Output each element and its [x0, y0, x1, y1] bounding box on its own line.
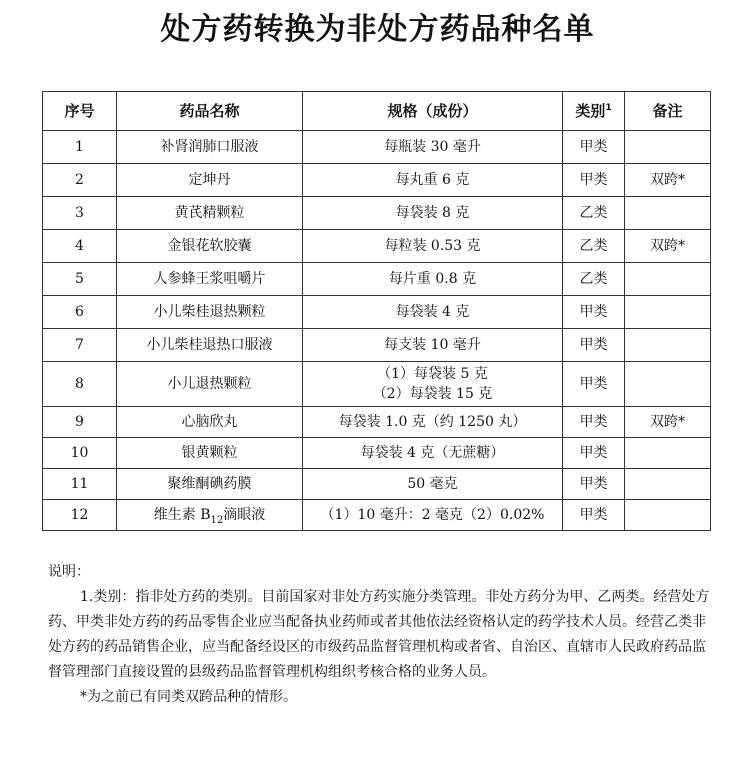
header-no: 序号 [43, 92, 117, 131]
drug-list-table [42, 91, 711, 531]
cell-spec [303, 362, 563, 407]
cell-category: 甲类 [563, 296, 625, 329]
notes-heading: 说明： [48, 564, 90, 580]
table-row [43, 438, 711, 469]
cell-category: 乙类 [563, 263, 625, 296]
cell-remark [625, 263, 711, 296]
cell-no: 2 [43, 164, 117, 197]
notes-paragraph-footnote: *为之前已有同类双跨品种的情形。 [80, 689, 297, 705]
header-category [563, 92, 625, 131]
cell-no: 3 [43, 197, 117, 230]
page-title: 处方药转换为非处方药品种名单 [160, 12, 595, 47]
table-row [43, 329, 711, 362]
cell-spec: 每瓶装 30 毫升 [303, 131, 563, 164]
cell-no: 11 [43, 469, 117, 500]
table-row [43, 230, 711, 263]
cell-no: 10 [43, 438, 117, 469]
cell-name-prefix: 维生素 B [153, 507, 211, 523]
cell-remark: 双跨* [625, 164, 711, 197]
cell-spec: 每支装 10 毫升 [303, 329, 563, 362]
cell-name: 定坤丹 [117, 164, 303, 197]
table-row [43, 362, 711, 407]
header-remark: 备注 [625, 92, 711, 131]
cell-spec-line: （1）每袋装 5 克 [377, 366, 488, 382]
table-row [43, 296, 711, 329]
cell-spec: 每袋装 1.0 克（约 1250 丸） [303, 407, 563, 438]
cell-remark [625, 438, 711, 469]
cell-category: 甲类 [563, 362, 625, 407]
cell-remark [625, 469, 711, 500]
cell-spec: 50 毫克 [303, 469, 563, 500]
cell-no: 8 [43, 362, 117, 407]
cell-name: 聚维酮碘药膜 [117, 469, 303, 500]
cell-name-suffix: 滴眼液 [223, 507, 266, 523]
cell-category: 甲类 [563, 438, 625, 469]
table-row [43, 164, 711, 197]
notes-paragraph-category: 1.类别：指非处方药的类别。目前国家对非处方药实施分类管理。非处方药分为甲、乙两类。经营处方药、甲类非处方药的药品零售企业应当配备执业药师或者其他依法经资格认定的药学技术人员。经营乙类非处方药的药品销售企业，应当配备经设区的市级药品监督管理机构或者省、自治区、直辖市人民政府药品监督管理部门直接设置的县级药品监督管理机构组织考核合格的业务人员。 [48, 589, 710, 680]
table-row [43, 263, 711, 296]
cell-remark: 双跨* [625, 230, 711, 263]
cell-no: 7 [43, 329, 117, 362]
cell-remark [625, 296, 711, 329]
cell-no: 9 [43, 407, 117, 438]
cell-spec: 每粒装 0.53 克 [303, 230, 563, 263]
cell-category: 乙类 [563, 197, 625, 230]
table-row [43, 131, 711, 164]
cell-category: 甲类 [563, 329, 625, 362]
cell-no: 4 [43, 230, 117, 263]
cell-remark [625, 329, 711, 362]
cell-no: 6 [43, 296, 117, 329]
cell-remark [625, 500, 711, 531]
cell-spec: 每袋装 4 克（无蔗糖） [303, 438, 563, 469]
cell-remark: 双跨* [625, 407, 711, 438]
cell-name: 小儿柴桂退热口服液 [117, 329, 303, 362]
cell-spec: （1）10 毫升：2 毫克（2）0.02% [303, 500, 563, 531]
cell-no: 5 [43, 263, 117, 296]
cell-remark [625, 131, 711, 164]
cell-name: 小儿退热颗粒 [117, 362, 303, 407]
cell-category: 乙类 [563, 230, 625, 263]
cell-spec: 每片重 0.8 克 [303, 263, 563, 296]
cell-category: 甲类 [563, 164, 625, 197]
cell-category: 甲类 [563, 500, 625, 531]
cell-name: 银黄颗粒 [117, 438, 303, 469]
cell-remark [625, 362, 711, 407]
table-row [43, 407, 711, 438]
cell-category: 甲类 [563, 469, 625, 500]
cell-name [117, 500, 303, 531]
cell-name: 小儿柴桂退热颗粒 [117, 296, 303, 329]
header-spec: 规格（成份） [303, 92, 563, 131]
cell-spec-line: （2）每袋装 15 克 [372, 386, 493, 402]
table-row [43, 469, 711, 500]
header-category-label: 类别 [575, 102, 606, 120]
cell-spec: 每袋装 8 克 [303, 197, 563, 230]
cell-no: 1 [43, 131, 117, 164]
cell-name: 金银花软胶囊 [117, 230, 303, 263]
cell-name: 补肾润肺口服液 [117, 131, 303, 164]
cell-name-subscript: 12 [210, 514, 224, 526]
header-name: 药品名称 [117, 92, 303, 131]
notes-section [48, 560, 712, 710]
cell-category: 甲类 [563, 131, 625, 164]
cell-no: 12 [43, 500, 117, 531]
cell-spec: 每丸重 6 克 [303, 164, 563, 197]
cell-name: 心脑欣丸 [117, 407, 303, 438]
header-category-footnote: 1 [605, 103, 612, 113]
table-row [43, 197, 711, 230]
cell-category: 甲类 [563, 407, 625, 438]
cell-spec: 每袋装 4 克 [303, 296, 563, 329]
cell-name: 黄芪精颗粒 [117, 197, 303, 230]
table-row [43, 500, 711, 531]
cell-name: 人参蜂王浆咀嚼片 [117, 263, 303, 296]
cell-remark [625, 197, 711, 230]
table-header-row [43, 92, 711, 131]
